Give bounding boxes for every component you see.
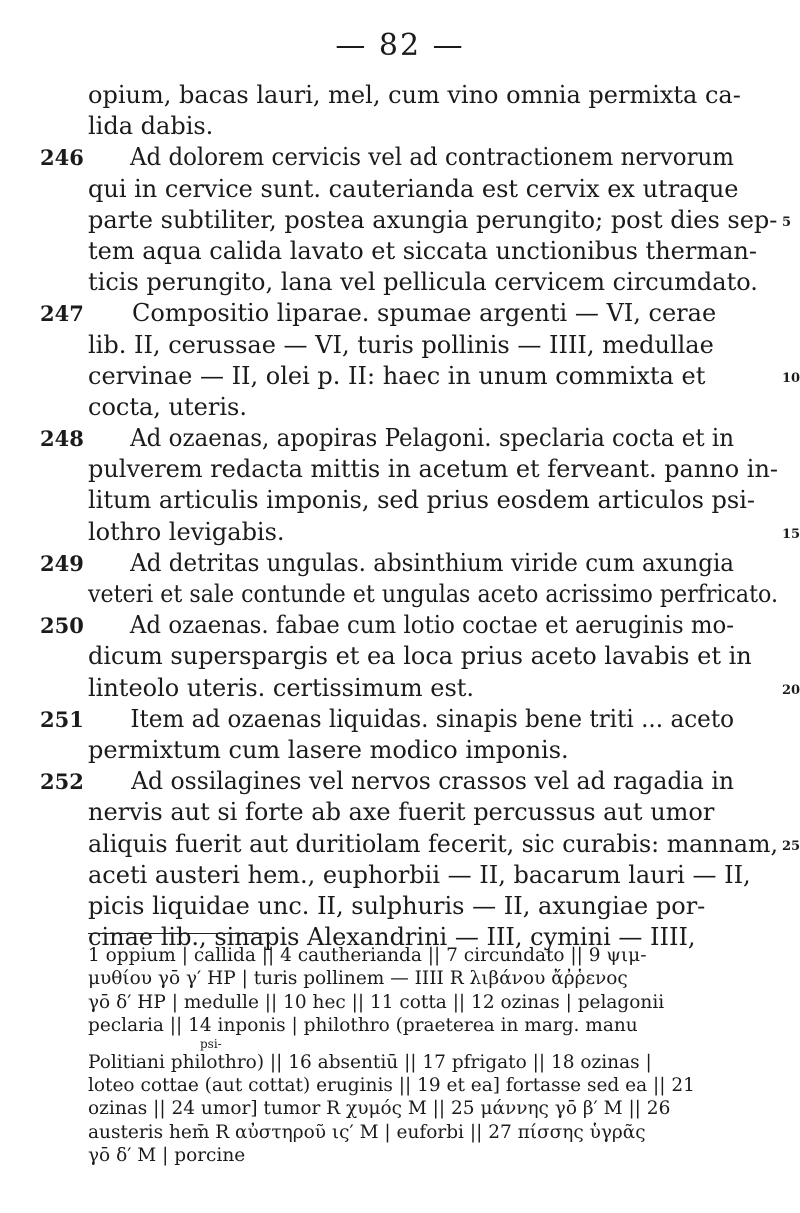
- section-number: 246: [40, 145, 84, 171]
- line-text: tem aqua calida lavato et siccata unctionibus therman-: [88, 236, 757, 265]
- text-line: [40, 766, 770, 797]
- apparatus-line: peclaria || 14 inponis | philothro (praeterea in marg. manu: [88, 1015, 638, 1037]
- line-text: lothro levigabis.: [88, 517, 285, 546]
- text-line: [40, 673, 800, 704]
- text-line: [40, 205, 792, 236]
- apparatus-line: ozinas || 24 umor] tumor R χυμός M || 25 μάννης γō β′ M || 26: [88, 1098, 671, 1120]
- critical-apparatus: [88, 944, 768, 1168]
- section-number: 248: [40, 426, 84, 452]
- text-line: [40, 111, 770, 142]
- apparatus-line: 1 oppium | callida || 4 cautherianda || 7 circundato || 9 ψιμ-: [88, 945, 647, 966]
- footnote-divider: [88, 933, 268, 934]
- text-line: [40, 797, 770, 828]
- text-line: [40, 891, 770, 922]
- page-number: — 82 —: [335, 28, 465, 63]
- line-number: 10: [782, 370, 800, 386]
- text-line: [40, 80, 770, 111]
- line-text: Compositio liparae. spumae argenti — VI, cerae: [132, 299, 717, 328]
- text-line: [40, 174, 770, 205]
- apparatus-line: μυθίου γō γ′ HP | turis pollinem — IIII R λιβάνου ἄῤῥενος: [88, 968, 628, 990]
- section-number: 251: [40, 706, 84, 732]
- text-line: [40, 423, 770, 454]
- text-line: [40, 361, 800, 392]
- text-line: [40, 610, 770, 641]
- text-line: [40, 704, 770, 735]
- line-text: parte subtiliter, postea axungia perungito; post dies sep-: [88, 205, 778, 234]
- line-text: Ad ossilagines vel nervos crassos vel ad ragadia in: [131, 767, 734, 796]
- apparatus-line: Politiani philothro) || 16 absentiū || 17 pfrigato || 18 ozinas |: [88, 1051, 652, 1073]
- section-number: 247: [40, 301, 84, 327]
- line-text: picis liquidae unc. II, sulphuris — II, axungiae por-: [88, 891, 706, 920]
- apparatus-line: psi-: [200, 1036, 222, 1051]
- line-text: cinae lib., sinapis Alexandrini — III, cymini — IIII,: [88, 923, 696, 952]
- text-line: [40, 735, 770, 766]
- line-text: lib. II, cerussae — VI, turis pollinis — IIII, medullae: [88, 330, 714, 359]
- text-line: [40, 330, 770, 361]
- line-number: 25: [782, 838, 800, 854]
- text-line: [40, 392, 770, 423]
- line-text: cervinae — II, olei p. II: haec in unum commixta et: [88, 361, 706, 390]
- text-line: [40, 454, 778, 485]
- line-number: 5: [782, 214, 792, 230]
- line-text: Ad detritas ungulas. absinthium viride cum axungia: [130, 548, 734, 577]
- text-line: [40, 641, 770, 672]
- line-number: 20: [782, 682, 800, 698]
- line-text: permixtum cum lasere modico imponis.: [88, 735, 569, 764]
- line-text: Ad dolorem cervicis vel ad contractionem nervorum: [129, 143, 734, 172]
- line-text: Ad ozaenas, apopiras Pelagoni. speclaria cocta et in: [130, 424, 734, 453]
- line-text: linteolo uteris. certissimum est.: [88, 673, 475, 702]
- line-text: opium, bacas lauri, mel, cum vino omnia permixta ca-: [88, 81, 741, 109]
- text-line: [40, 860, 770, 891]
- line-text: pulverem redacta mittis in acetum et ferveant. panno in-: [88, 455, 778, 484]
- line-text: nervis aut si forte ab axe fuerit percussus aut umor: [88, 798, 715, 827]
- line-text: aliquis fuerit aut duritiolam fecerit, sic curabis: mannam,: [88, 829, 778, 858]
- line-text: qui in cervice sunt. cauterianda est cervix ex utraque: [88, 174, 739, 203]
- text-line: [40, 579, 778, 610]
- line-number: 15: [782, 526, 800, 542]
- section-number: 250: [40, 613, 84, 639]
- section-number: 249: [40, 550, 84, 576]
- text-line: [40, 829, 800, 860]
- apparatus-line: γō δ′ HP | medulle || 10 hec || 11 cotta || 12 ozinas | pelagonii: [88, 991, 665, 1013]
- text-line: [40, 517, 800, 548]
- apparatus-line: loteo cottae (aut cottat) eruginis || 19 et ea] fortasse sed ea || 21: [88, 1074, 695, 1096]
- apparatus-line: γō δ′ M | porcine: [88, 1145, 246, 1167]
- section-number: 252: [40, 769, 84, 795]
- line-text: litum articulis imponis, sed prius eosdem articulos psi-: [88, 486, 755, 515]
- text-line: [40, 485, 770, 516]
- text-line: [40, 298, 770, 329]
- line-text: veteri et sale contunde et ungulas aceto acrissimo perfricato.: [88, 580, 778, 608]
- line-text: Ad ozaenas. fabae cum lotio coctae et aeruginis mo-: [129, 611, 735, 640]
- text-line: [40, 548, 770, 579]
- line-text: cocta, uteris.: [88, 392, 247, 421]
- text-line: [40, 142, 770, 173]
- main-text: [40, 80, 800, 953]
- text-line: [40, 267, 770, 298]
- line-text: ticis perungito, lana vel pellicula cervicem circumdato.: [88, 268, 758, 297]
- apparatus-line: austeris hem̄ R αὐστηροῦ ις′ M | euforbi || 27 πίσσης ὑγρᾶς: [88, 1121, 646, 1143]
- line-text: dicum superspargis et ea loca prius aceto lavabis et in: [88, 642, 752, 671]
- line-text: lida dabis.: [88, 112, 214, 141]
- text-line: [40, 236, 770, 267]
- line-text: Item ad ozaenas liquidas. sinapis bene triti ... aceto: [130, 704, 734, 733]
- line-text: aceti austeri hem., euphorbii — II, bacarum lauri — II,: [88, 860, 751, 889]
